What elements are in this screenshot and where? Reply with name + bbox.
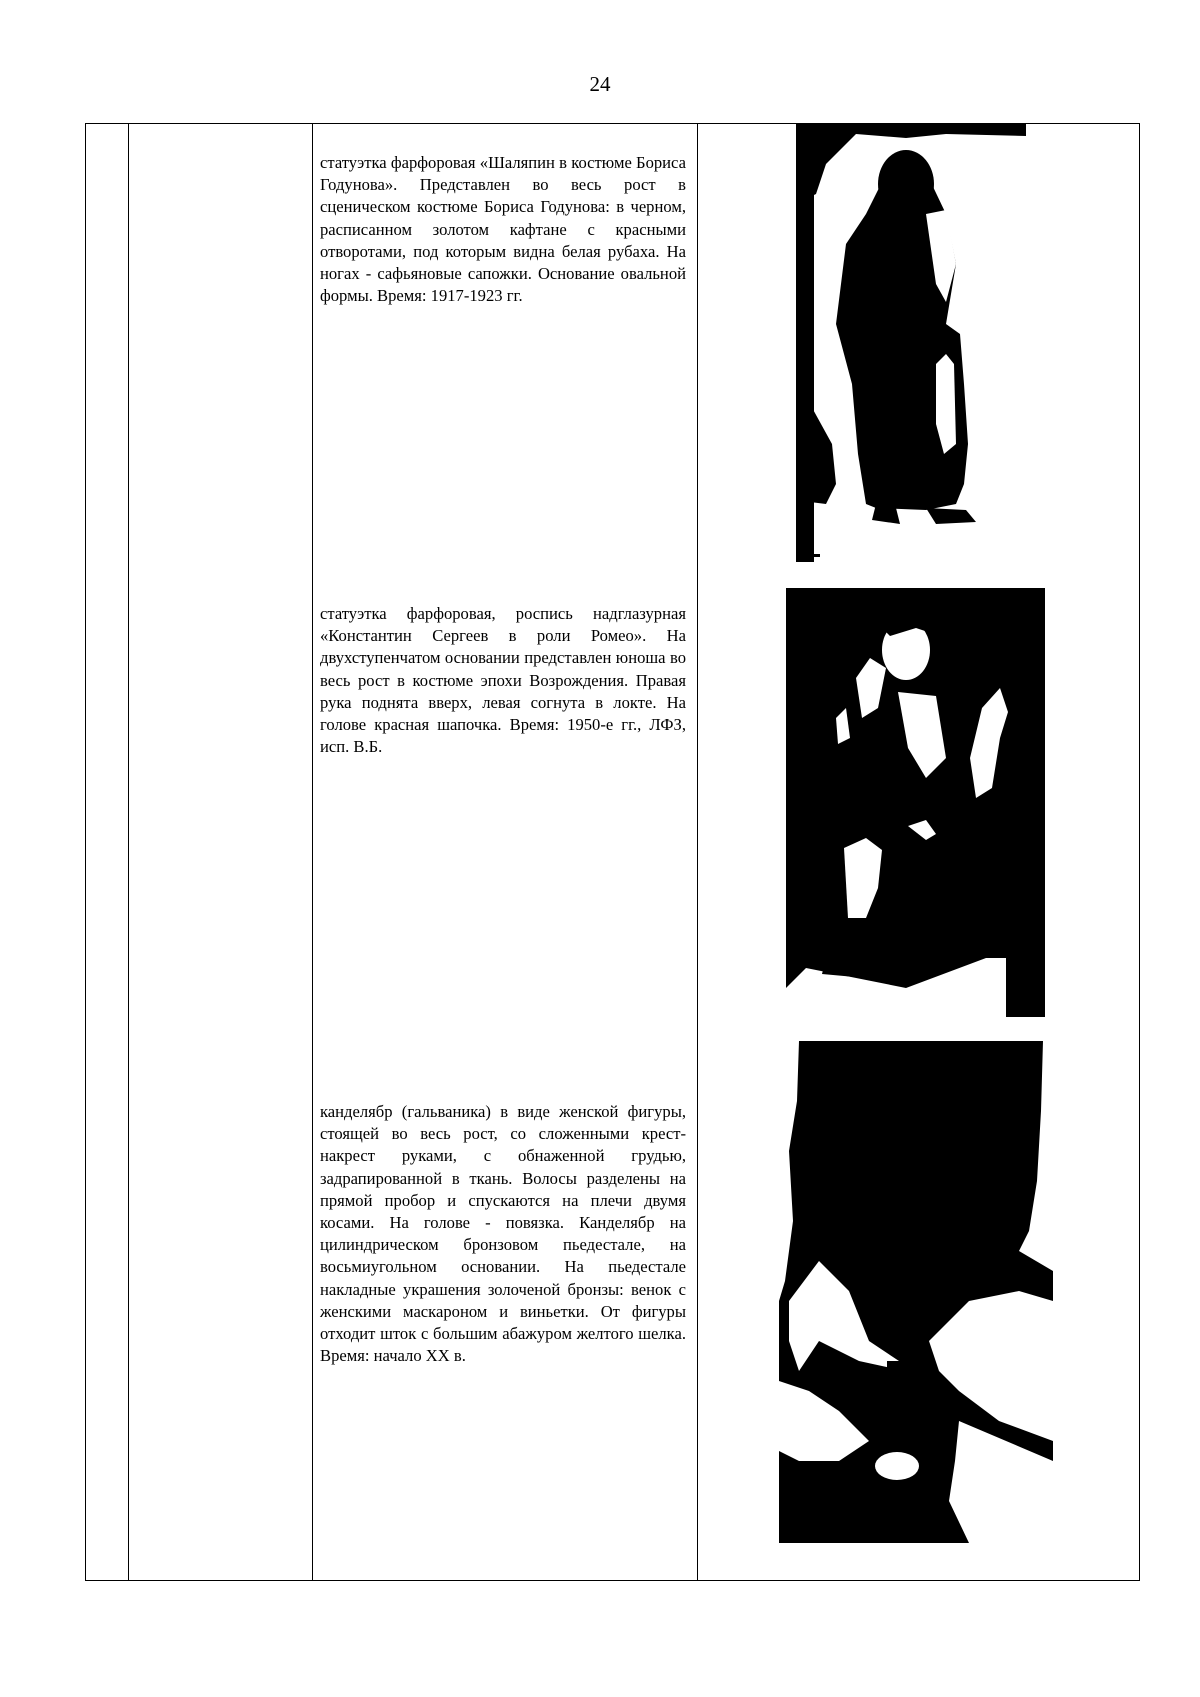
column-divider (128, 123, 129, 1581)
galvanic-candelabrum-photo (779, 1041, 1053, 1543)
item-description: статуэтка фарфоровая, роспись надглазурная «Константин Сергеев в роли Ромео». На двухступенчатом основании представлен юноша во весь рост в костюме эпохи Возрождения. Правая рука поднята вверх, левая согнута в локте. На голове красная шапочка. Время: 1950-е гг., ЛФЗ, исп. В.Б. (320, 604, 686, 757)
item-description: статуэтка фарфоровая «Шаляпин в костюме Бориса Годунова». Представлен во весь рост в сценическом костюме Бориса Годунова: в черном, расписанном золотом кафтане с красными отворотами, под которым видна белая рубаха. На ногах - сафьяновые сапожки. Основание овальной формы. Время: 1917-1923 гг. (320, 153, 686, 306)
column-divider (312, 123, 313, 1581)
porcelain-statuette-chaliapin-photo (796, 124, 1026, 562)
column-divider (697, 123, 698, 1581)
item-description: канделябр (гальваника) в виде женской фигуры, стоящей во весь рост, со сложенными крест-накрест руками, с обнаженной грудью, задрапированной в ткань. Волосы разделены на прямой пробор и спускаются на плечи двумя косами. На голове - повязка. Канделябр на цилиндрическом бронзовом пьедестале, на восьмиугольном основании. На пьедестале накладные украшения золоченой бронзы: венок с женскими маскароном и виньетки. От фигуры отходит шток с большим абажуром желтого шелка. Время: начало XX в. (320, 1102, 686, 1366)
porcelain-statuette-romeo-photo (786, 588, 1045, 1017)
page-number: 24 (589, 72, 611, 96)
